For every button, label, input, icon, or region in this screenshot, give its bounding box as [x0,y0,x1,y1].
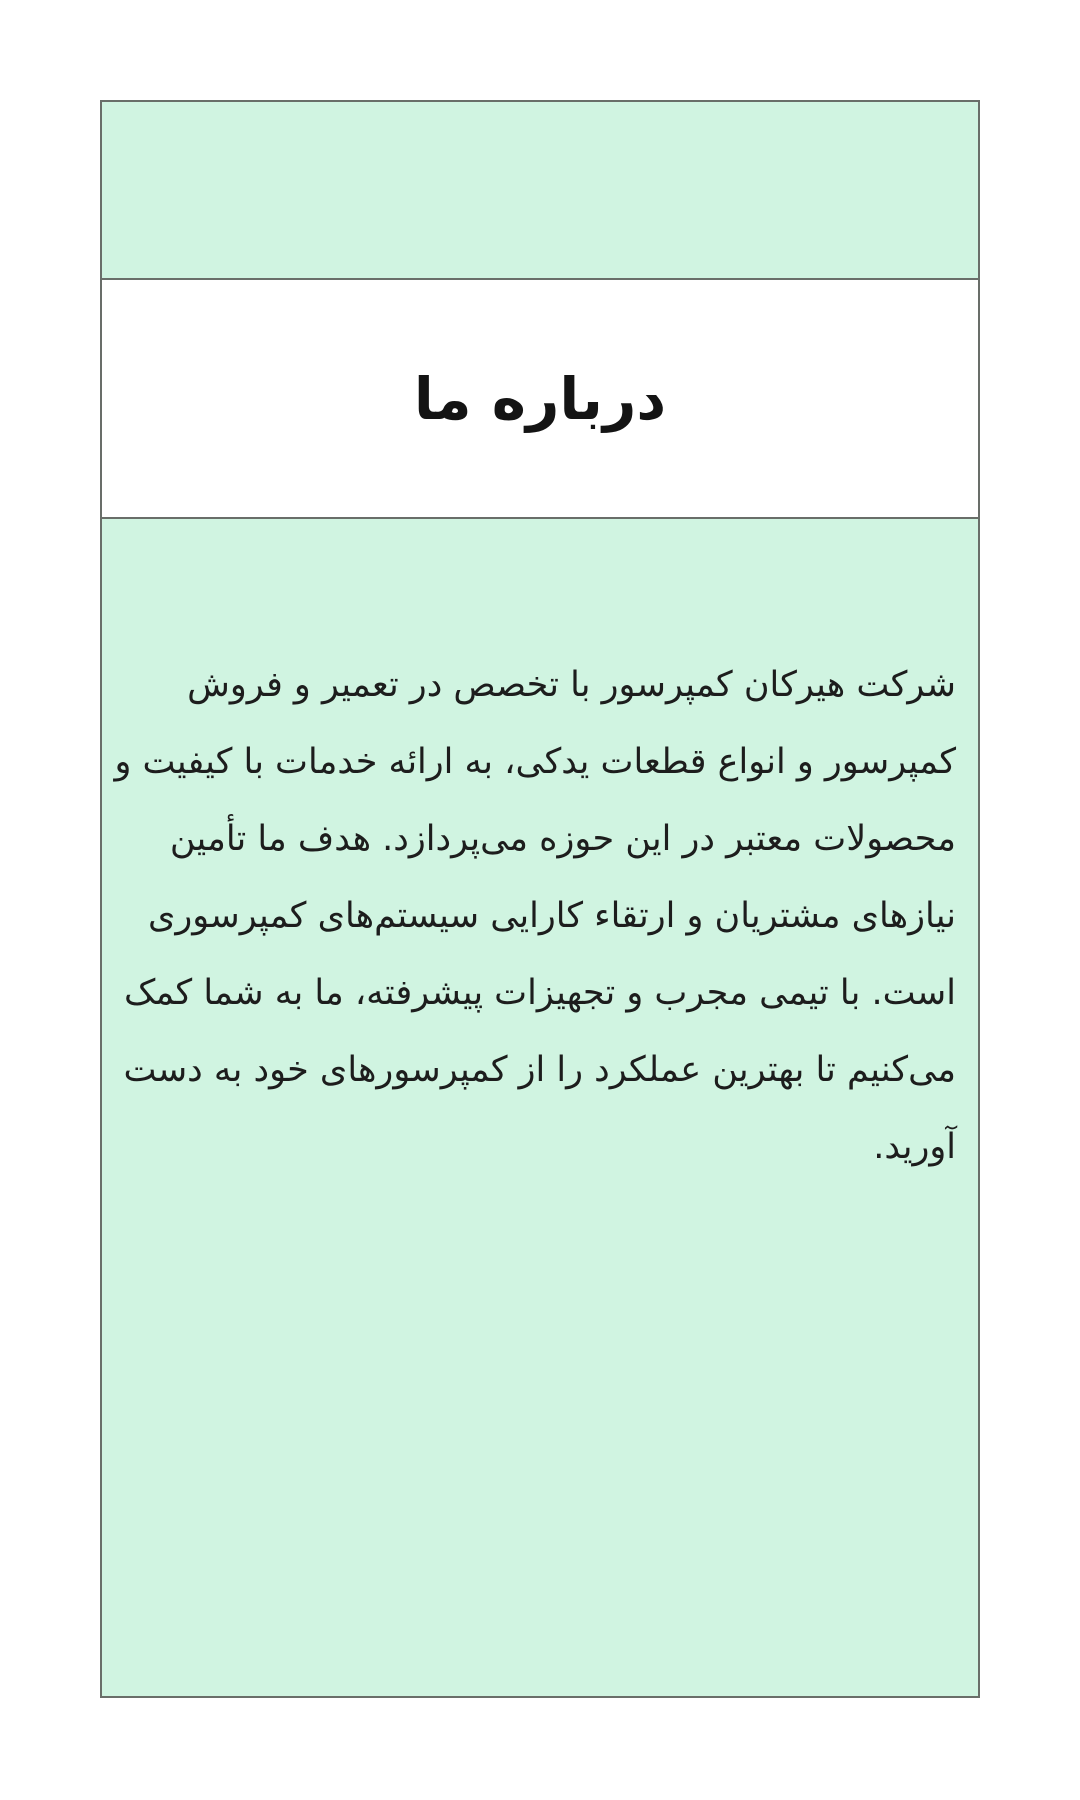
paragraph-line: نیازهای مشتریان و ارتقاء کارایی سیستم‌های کمپرسوری [147,896,956,936]
about-paragraph [114,647,956,1186]
page-column [100,100,980,1698]
paragraph-line: آورید. [873,1127,956,1167]
about-title-section [100,280,980,519]
paragraph-line: است. با تیمی مجرب و تجهیزات پیشرفته، ما به شما کمک [124,973,956,1013]
paragraph-line: شرکت هیرکان کمپرسور با تخصص در تعمیر و فروش [187,665,956,705]
about-content-section [100,519,980,1698]
paragraph-line: محصولات معتبر در این حوزه می‌پردازد. هدف ما تأمین [169,819,956,859]
paragraph-line: کمپرسور و انواع قطعات یدکی، به ارائه خدمات با کیفیت و [114,742,956,782]
paragraph-line: می‌کنیم تا بهترین عملکرد را از کمپرسورهای خود به دست [123,1050,956,1090]
page-title: درباره ما [413,364,667,433]
header-band [100,100,980,280]
